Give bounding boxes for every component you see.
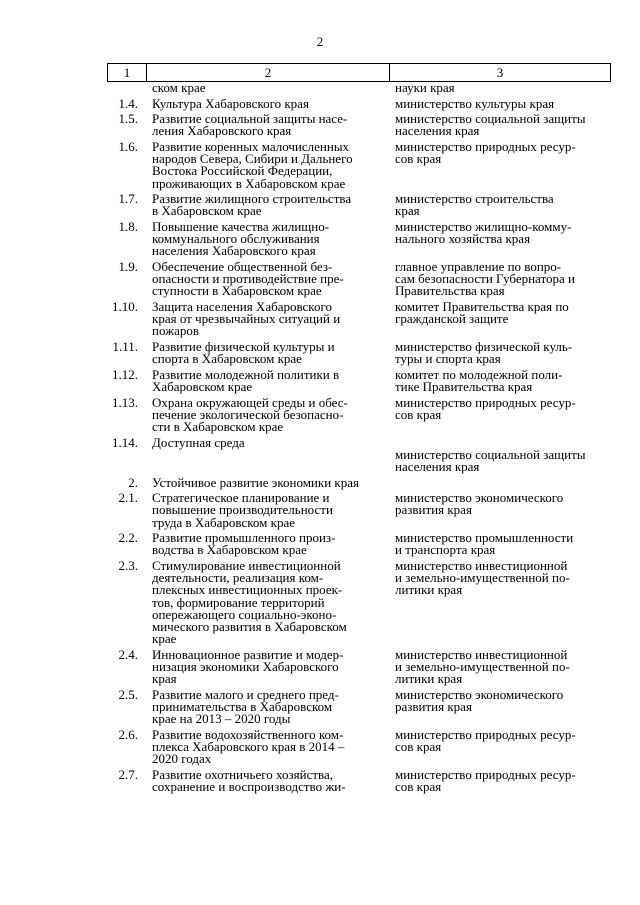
row-number: 2.5. [118, 686, 138, 702]
program-name-line: Развитие малого и среднего пред- [152, 686, 339, 702]
program-name [145, 434, 387, 474]
table-row [107, 434, 609, 474]
responsible-body-line: министерство природных ресур- [395, 766, 576, 782]
row-number: 1.5. [118, 111, 138, 127]
responsible-body-line: министерство инвестиционной [395, 646, 568, 662]
responsible-body [387, 113, 609, 137]
responsible-body-line: министерство социальной защиты [395, 446, 586, 462]
header-col-1: 1 [108, 64, 147, 81]
program-name-line: Обеспечение общественной без- [152, 258, 333, 274]
table-row [107, 218, 609, 259]
responsible-body-line: министерство природных ресур- [395, 138, 576, 154]
table-row [107, 338, 609, 367]
responsible-body-line: науки края [395, 80, 455, 95]
responsible-body-line: министерство экономического [395, 686, 564, 702]
program-name [145, 298, 387, 339]
program-name [145, 394, 387, 434]
program-name [145, 338, 387, 367]
responsible-body [387, 557, 609, 645]
row-number: 2.6. [118, 726, 138, 742]
program-name-line: Развитие водохозяйственного ком- [152, 726, 344, 742]
responsible-body [387, 532, 609, 556]
responsible-body [387, 394, 609, 434]
responsible-body-line: тике Правительства края [395, 378, 533, 394]
program-name-line: печение экологической безопасно- [152, 406, 344, 422]
program-name [145, 218, 387, 259]
program-name [145, 686, 387, 727]
table-row [107, 646, 609, 687]
table-row [107, 298, 609, 339]
row-number: 2. [128, 474, 138, 490]
program-name [145, 766, 387, 794]
program-name-line: ступности в Хабаровском крае [152, 283, 322, 299]
program-name-line: Развитие жилищного строительства [152, 191, 352, 207]
program-table [107, 82, 609, 797]
responsible-body [387, 646, 609, 687]
page-number: 2 [316, 34, 324, 49]
program-name-line: спорта в Хабаровском крае [152, 351, 302, 367]
responsible-body [387, 138, 609, 190]
program-name-line: сохранение и воспроизводство жи- [152, 778, 346, 794]
responsible-body-line: комитет по молодежной поли- [395, 366, 563, 382]
responsible-body-line: министерство природных ресур- [395, 726, 576, 742]
program-name-line: Культура Хабаровского края [152, 95, 309, 111]
row-number: 2.3. [118, 557, 138, 573]
responsible-body-line: министерство физической куль- [395, 338, 573, 354]
row-number: 1.6. [118, 138, 138, 154]
program-name-line: плексных инвестиционных проек- [152, 582, 343, 598]
program-name-line: края [152, 671, 177, 687]
program-name-line: принимательства в Хабаровском [152, 698, 333, 714]
program-name-line: повышение производительности [152, 502, 333, 518]
responsible-body-line: развития края [395, 502, 472, 518]
program-name-line: населения Хабаровского края [152, 243, 316, 259]
program-name [145, 138, 387, 191]
table-row [107, 492, 609, 529]
responsible-body-line: края [395, 203, 420, 219]
program-name [145, 726, 387, 767]
table-row [107, 686, 609, 727]
responsible-body [387, 686, 609, 726]
responsible-body [387, 95, 609, 111]
program-name [145, 557, 387, 647]
responsible-body [387, 437, 609, 474]
responsible-body-line: сов края [395, 406, 442, 422]
row-number: 1.10. [112, 298, 138, 314]
responsible-body [387, 492, 609, 529]
responsible-body-line: министерство строительства [395, 191, 554, 207]
row-number: 1.4. [118, 95, 138, 111]
responsible-body-line: комитет Правительства края по [395, 298, 569, 314]
program-name [145, 532, 387, 556]
responsible-body [387, 258, 609, 299]
program-name [145, 258, 387, 299]
program-name-line: Развитие коренных малочисленных [152, 138, 350, 154]
responsible-body-line: населения края [395, 123, 480, 139]
table-row [107, 726, 609, 767]
responsible-body-line: сов края [395, 778, 442, 794]
responsible-body-line: литики края [395, 671, 463, 687]
program-name-line: ления Хабаровского края [152, 123, 292, 139]
table-row [107, 82, 609, 94]
program-name-line: опережающего социально-эконо- [152, 606, 337, 622]
row-number: 1.7. [118, 191, 138, 207]
row-number: 1.9. [118, 258, 138, 274]
table-row [107, 193, 609, 217]
row-number [107, 82, 145, 94]
table-row [107, 258, 609, 299]
row-number: 2.4. [118, 646, 138, 662]
program-name-line: Развитие промышленного произ- [152, 530, 336, 546]
program-name-line: мического развития в Хабаровском [152, 618, 347, 634]
responsible-body [387, 726, 609, 766]
program-name [145, 646, 387, 687]
table-row [107, 113, 609, 137]
responsible-body-line: и земельно-имущественной по- [395, 570, 570, 586]
program-name-line: в Хабаровском крае [152, 203, 262, 219]
responsible-body [387, 82, 609, 94]
program-name [145, 95, 387, 111]
responsible-body-line: министерство экономического [395, 490, 564, 506]
table-row [107, 95, 609, 111]
table-row [107, 394, 609, 434]
program-name-line: Повышение качества жилищно- [152, 218, 330, 234]
program-name-line: Устойчивое развитие экономики края [152, 474, 359, 490]
responsible-body-line: сов края [395, 738, 442, 754]
responsible-body-line: и транспорта края [395, 542, 496, 558]
program-name-line: деятельности, реализация ком- [152, 570, 324, 586]
responsible-body-line: сам безопасности Губернатора и [395, 271, 575, 287]
program-name [145, 113, 387, 137]
responsible-body-line: гражданской защите [395, 311, 509, 327]
program-name-line: Хабаровском крае [152, 378, 253, 394]
program-name-line: водства в Хабаровском крае [152, 542, 307, 558]
responsible-body-line: нального хозяйства края [395, 231, 531, 247]
row-number: 1.11. [112, 338, 138, 354]
responsible-body-line: министерство жилищно-комму- [395, 218, 572, 234]
responsible-body [387, 193, 609, 217]
responsible-body [387, 338, 609, 367]
row-number: 2.2. [118, 530, 138, 546]
responsible-body-line: главное управление по вопро- [395, 258, 562, 274]
table-row [107, 138, 609, 191]
row-number: 1.8. [118, 218, 138, 234]
section-row [107, 474, 609, 490]
program-name-line: Стратегическое планирование и [152, 490, 330, 506]
responsible-body-line: литики края [395, 582, 463, 598]
row-number: 1.14. [112, 434, 138, 450]
program-name-line: пожаров [152, 323, 200, 339]
program-name-line: проживающих в Хабаровском крае [152, 175, 346, 191]
responsible-body-line: министерство природных ресур- [395, 394, 576, 410]
program-name-line: низация экономики Хабаровского [152, 658, 339, 674]
program-name-line: народов Севера, Сибири и Дальнего [152, 151, 353, 167]
program-name-line: края от чрезвычайных ситуаций и [152, 311, 341, 327]
responsible-body-line: развития края [395, 698, 472, 714]
responsible-body-line: министерство инвестиционной [395, 557, 568, 573]
program-name-line: плекса Хабаровского края в 2014 – [152, 738, 345, 754]
responsible-body-line: населения края [395, 458, 480, 474]
program-name-line: Защита населения Хабаровского [152, 298, 332, 314]
program-name-line: тов, формирование территорий [152, 594, 325, 610]
program-name-line: ском крае [152, 80, 206, 95]
program-name-line: опасности и противодействие пре- [152, 271, 344, 287]
row-number: 2.1. [118, 490, 138, 506]
row-number: 1.12. [112, 366, 138, 382]
responsible-body-line: сов края [395, 151, 442, 167]
program-name-line: Развитие физической культуры и [152, 338, 335, 354]
program-name [145, 82, 387, 94]
program-name-line: Развитие охотничьего хозяйства, [152, 766, 334, 782]
responsible-body-line: Правительства края [395, 283, 505, 299]
program-name [145, 492, 387, 529]
program-name-line: Развитие молодежной политики в [152, 366, 340, 382]
program-name-line: Инновационное развитие и модер- [152, 646, 344, 662]
program-name-line: 2020 годах [152, 751, 212, 767]
responsible-body [387, 298, 609, 338]
row-number: 1.13. [112, 394, 138, 410]
program-name-line: Стимулирование инвестиционной [152, 557, 341, 573]
program-name-line: сти в Хабаровском крае [152, 418, 284, 434]
table-row [107, 766, 609, 794]
responsible-body-line: министерство социальной защиты [395, 111, 586, 127]
program-name-line: труда в Хабаровском крае [152, 514, 295, 530]
program-name-line: Востока Российской Федерации, [152, 163, 333, 179]
table-row [107, 532, 609, 556]
responsible-body [387, 366, 609, 394]
responsible-body [387, 766, 609, 794]
table-row [107, 557, 609, 647]
program-name [145, 474, 359, 490]
program-name [145, 366, 387, 394]
row-number: 2.7. [118, 766, 138, 782]
program-name-line: Доступная среда [152, 434, 245, 450]
program-name-line: коммунального обслуживания [152, 231, 320, 247]
program-name-line: Охрана окружающей среды и обес- [152, 394, 348, 410]
header-col-3: 3 [496, 65, 504, 80]
program-name-line: крае [152, 631, 177, 647]
program-name-line: крае на 2013 – 2020 годы [152, 711, 291, 727]
responsible-body-line: министерство культуры края [395, 95, 555, 111]
responsible-body-line: и земельно-имущественной по- [395, 658, 570, 674]
program-name [145, 193, 387, 217]
header-col-2: 2 [147, 64, 390, 81]
responsible-body-line: министерство промышленности [395, 530, 574, 546]
responsible-body-line: туры и спорта края [395, 351, 501, 367]
table-row [107, 366, 609, 394]
program-name-line: Развитие социальной защиты насе- [152, 111, 348, 127]
responsible-body [387, 218, 609, 258]
